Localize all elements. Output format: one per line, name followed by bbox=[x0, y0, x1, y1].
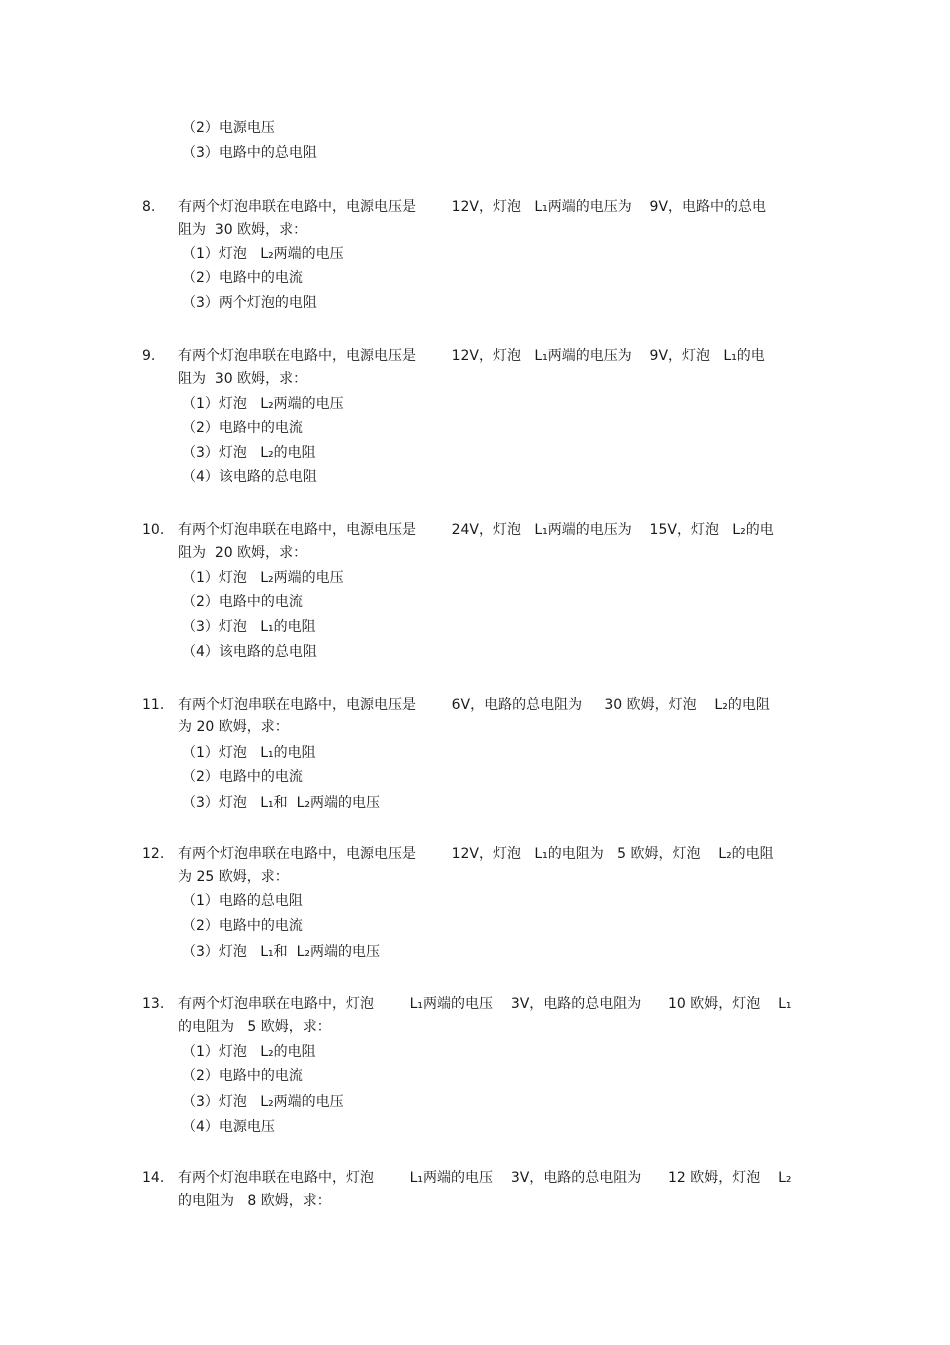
problem-14-number: 14. bbox=[142, 1170, 165, 1186]
problem-9-part-1: （1）灯泡 L₂两端的电压 bbox=[182, 396, 344, 412]
problem-8-part-3: （3）两个灯泡的电阻 bbox=[182, 295, 317, 311]
problem-9-part-4: （4）该电路的总电阻 bbox=[182, 469, 317, 485]
problem-13-part-2: （2）电路中的电流 bbox=[182, 1068, 303, 1084]
prev-part-3: （3）电路中的总电阻 bbox=[182, 145, 317, 161]
problem-8-stem-line1: 有两个灯泡串联在电路中，电源电压是 12V，灯泡 L₁两端的电压为 9V，电路中的总电 bbox=[178, 199, 767, 215]
problem-13-part-1: （1）灯泡 L₂的电阻 bbox=[182, 1044, 316, 1060]
problem-13-number: 13. bbox=[142, 996, 165, 1012]
problem-12-number: 12. bbox=[142, 846, 165, 862]
problem-8-part-1: （1）灯泡 L₂两端的电压 bbox=[182, 246, 344, 262]
problem-12-part-1: （1）电路的总电阻 bbox=[182, 893, 303, 909]
prev-part-2: （2）电源电压 bbox=[182, 120, 275, 136]
problem-10-number: 10. bbox=[142, 522, 165, 538]
problem-9-part-2: （2）电路中的电流 bbox=[182, 420, 303, 436]
problem-12-stem-line1: 有两个灯泡串联在电路中，电源电压是 12V，灯泡 L₁的电阻为 5 欧姆，灯泡 L₂的电阻 bbox=[178, 846, 774, 862]
problem-11-stem-line2: 为 20 欧姆，求： bbox=[178, 719, 289, 735]
problem-11-stem-line1: 有两个灯泡串联在电路中，电源电压是 6V，电路的总电阻为 30 欧姆，灯泡 L₂的电阻 bbox=[178, 697, 770, 713]
problem-12-part-3: （3）灯泡 L₁和 L₂两端的电压 bbox=[182, 944, 380, 960]
problem-12-stem-line2: 为 25 欧姆，求： bbox=[178, 869, 289, 885]
problem-10-part-3: （3）灯泡 L₁的电阻 bbox=[182, 619, 316, 635]
problem-11-part-1: （1）灯泡 L₁的电阻 bbox=[182, 745, 316, 761]
problem-10-stem-line2: 阻为 20 欧姆，求： bbox=[178, 545, 308, 561]
problem-10-part-4: （4）该电路的总电阻 bbox=[182, 644, 317, 660]
problem-13-part-3: （3）灯泡 L₂两端的电压 bbox=[182, 1094, 344, 1110]
problem-14-stem-line1: 有两个灯泡串联在电路中，灯泡 L₁两端的电压 3V，电路的总电阻为 12 欧姆，灯泡 L₂ bbox=[178, 1170, 792, 1186]
problem-11-part-3: （3）灯泡 L₁和 L₂两端的电压 bbox=[182, 795, 380, 811]
problem-13-part-4: （4）电源电压 bbox=[182, 1119, 275, 1135]
problem-13-stem-line2: 的电阻为 5 欧姆，求： bbox=[178, 1019, 331, 1035]
problem-13-stem-line1: 有两个灯泡串联在电路中，灯泡 L₁两端的电压 3V，电路的总电阻为 10 欧姆，灯泡 L₁ bbox=[178, 996, 792, 1012]
problem-8-part-2: （2）电路中的电流 bbox=[182, 270, 303, 286]
problem-10-part-1: （1）灯泡 L₂两端的电压 bbox=[182, 570, 344, 586]
problem-14-stem-line2: 的电阻为 8 欧姆，求： bbox=[178, 1193, 331, 1209]
problem-12-part-2: （2）电路中的电流 bbox=[182, 918, 303, 934]
problem-9-number: 9. bbox=[142, 348, 156, 364]
problem-9-stem-line1: 有两个灯泡串联在电路中，电源电压是 12V，灯泡 L₁两端的电压为 9V，灯泡 L₁的电 bbox=[178, 348, 765, 364]
problem-10-part-2: （2）电路中的电流 bbox=[182, 594, 303, 610]
problem-8-stem-line2: 阻为 30 欧姆，求： bbox=[178, 222, 308, 238]
problem-11-part-2: （2）电路中的电流 bbox=[182, 769, 303, 785]
problem-10-stem-line1: 有两个灯泡串联在电路中，电源电压是 24V，灯泡 L₁两端的电压为 15V，灯泡 L₂的电 bbox=[178, 522, 774, 538]
problem-8-number: 8. bbox=[142, 199, 156, 215]
problem-9-part-3: （3）灯泡 L₂的电阻 bbox=[182, 445, 316, 461]
problem-9-stem-line2: 阻为 30 欧姆，求： bbox=[178, 371, 308, 387]
problem-11-number: 11. bbox=[142, 697, 165, 713]
